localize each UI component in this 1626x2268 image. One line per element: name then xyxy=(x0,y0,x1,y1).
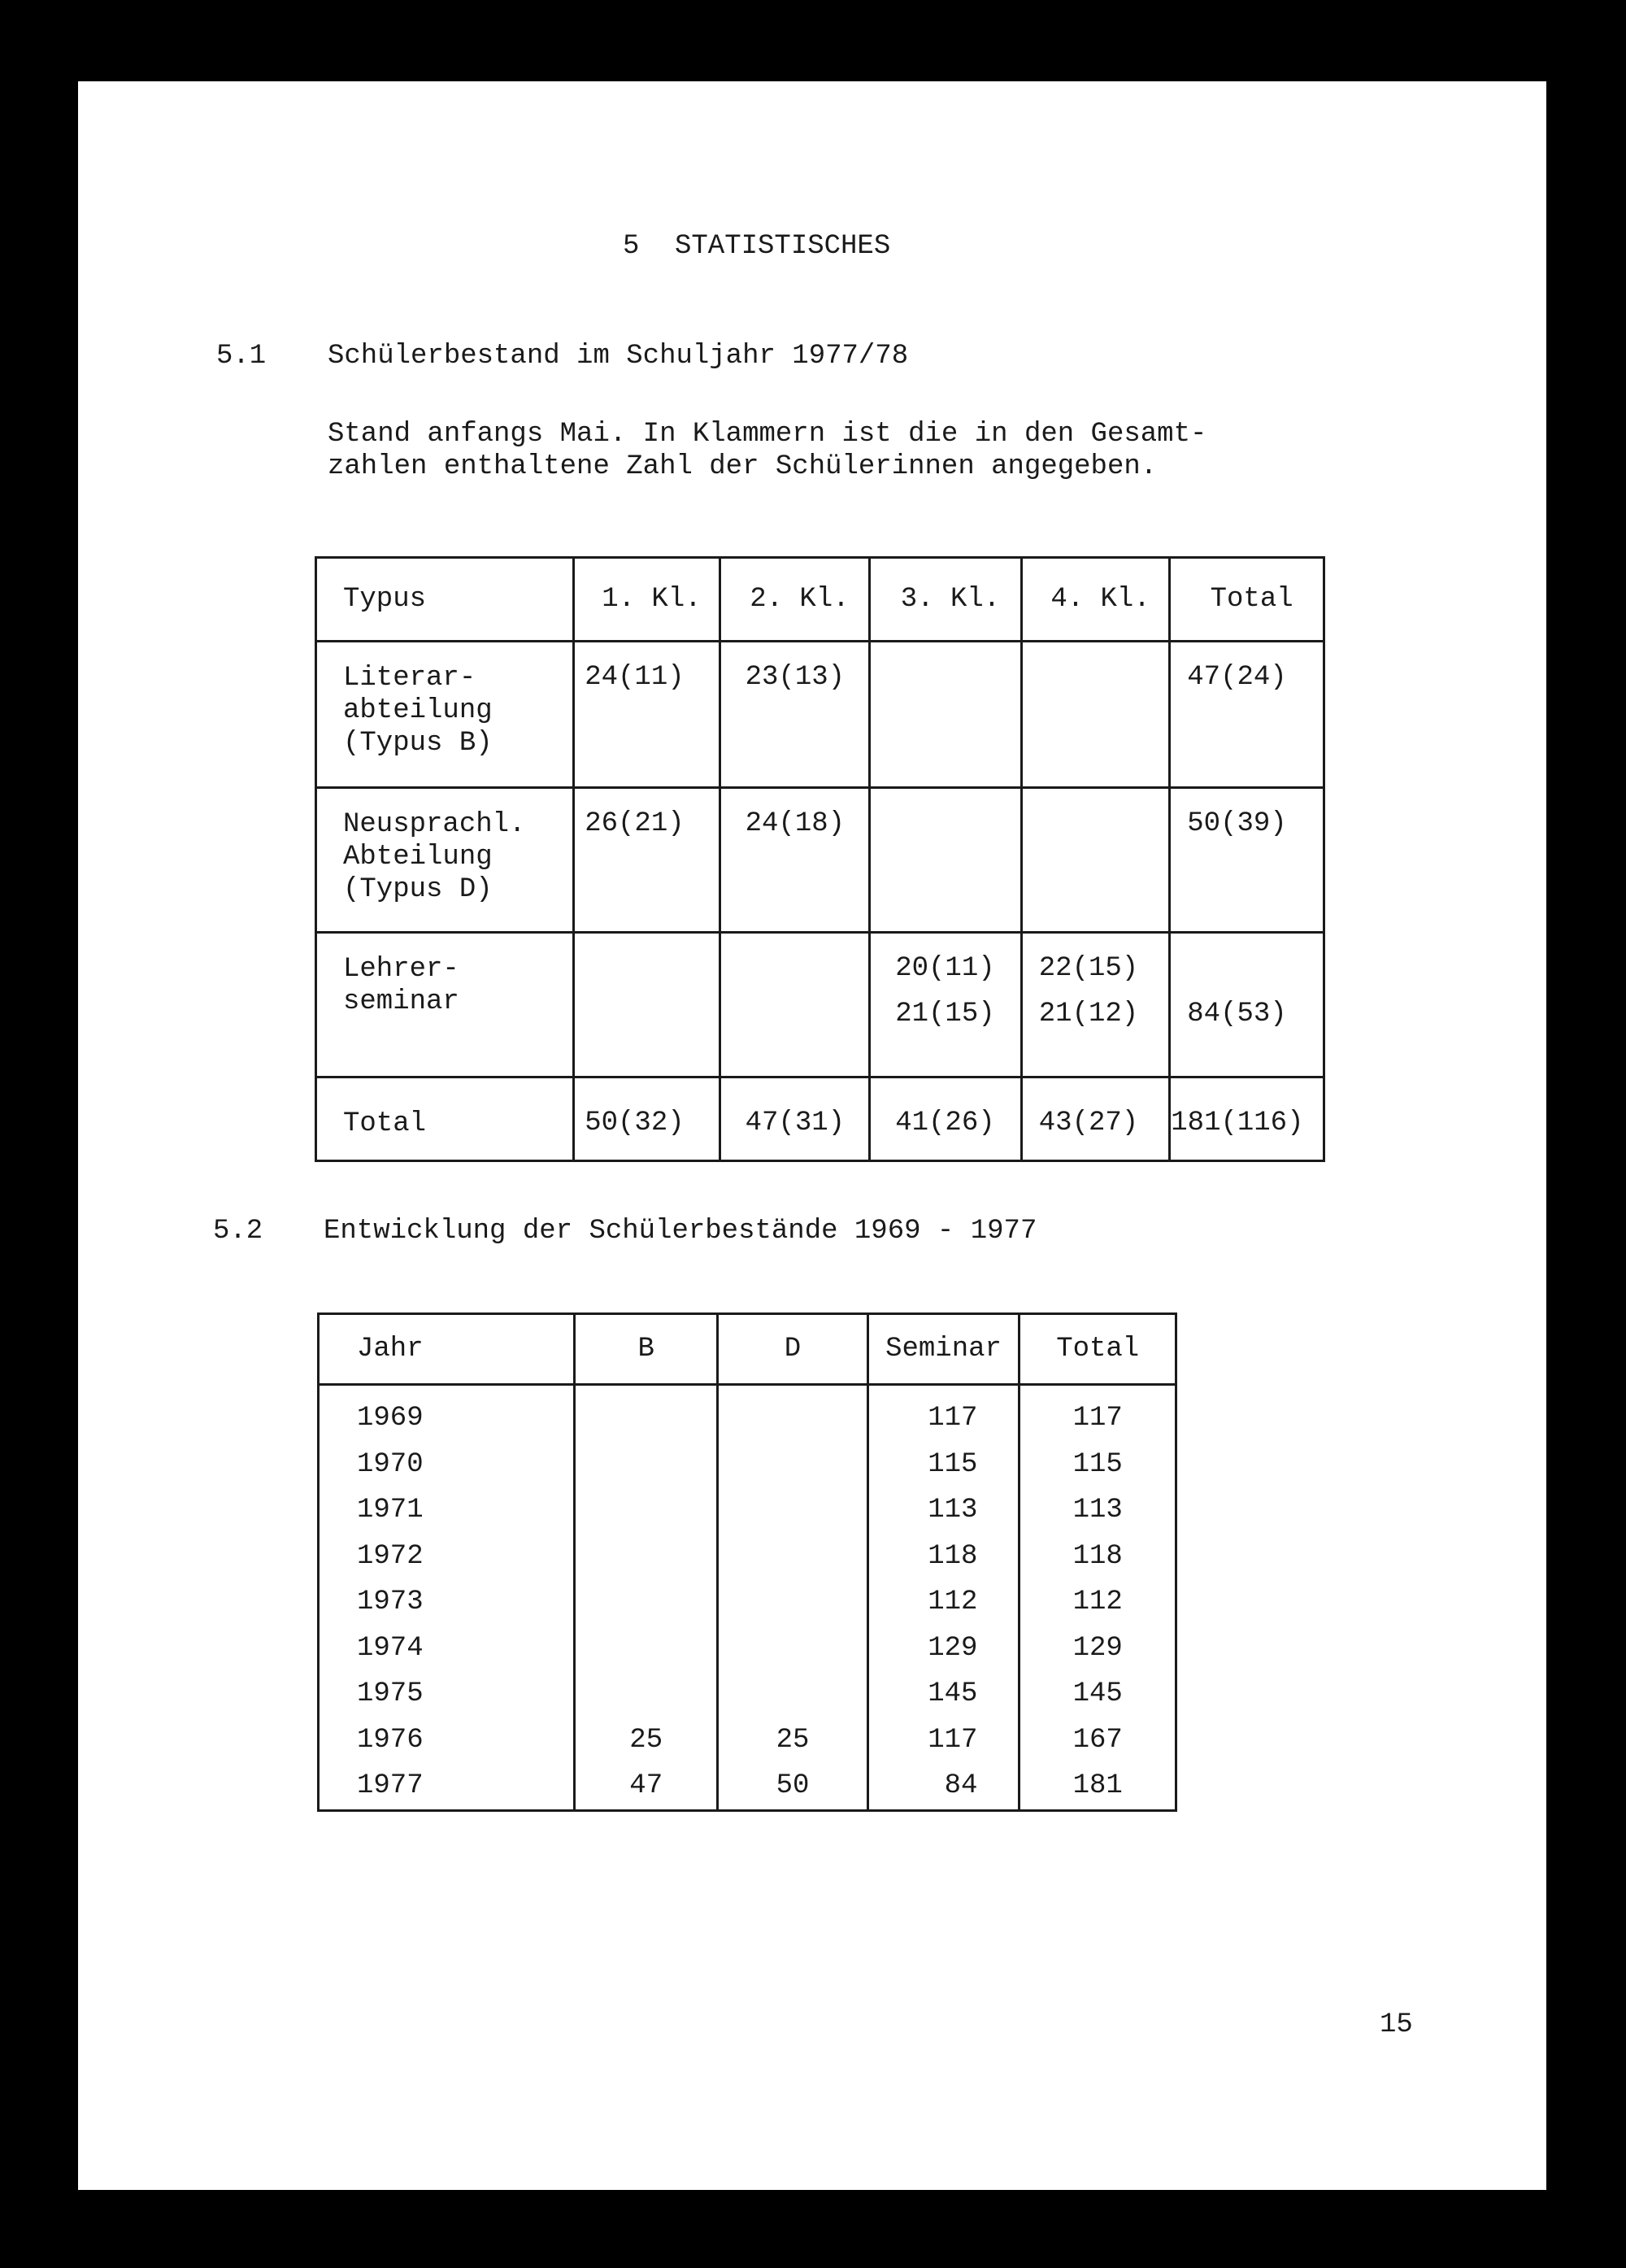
d-cell xyxy=(719,1579,866,1626)
table-row xyxy=(316,788,1324,933)
d-cell xyxy=(719,1487,866,1534)
header-cell: 3. Kl. xyxy=(870,558,1022,642)
table-body xyxy=(319,1385,1176,1811)
header-cell: D xyxy=(718,1314,867,1385)
table-cell xyxy=(720,933,870,1077)
note-line-1: Stand anfangs Mai. In Klammern ist die in den Gesamt- xyxy=(328,419,1207,450)
table-row xyxy=(316,933,1324,1077)
d-cell xyxy=(719,1626,866,1672)
total-cell: 129 xyxy=(1072,1632,1123,1664)
seminar-cell: 117 xyxy=(928,1403,978,1434)
seminar-cell: 84 xyxy=(944,1770,978,1801)
d-column xyxy=(718,1385,867,1811)
seminar-cell: 129 xyxy=(928,1632,978,1664)
table-cell xyxy=(1021,642,1169,788)
d-cell xyxy=(719,1395,866,1442)
year-cell: 1972 xyxy=(357,1540,424,1572)
header-cell: 4. Kl. xyxy=(1021,558,1169,642)
subsection-title-5-1: Schülerbestand im Schuljahr 1977/78 xyxy=(328,341,909,372)
header-cell: Seminar xyxy=(867,1314,1020,1385)
table-header-row xyxy=(316,558,1324,642)
total-cell: 112 xyxy=(1072,1587,1123,1617)
table-cell xyxy=(1021,788,1169,933)
d-cell: 50 xyxy=(776,1770,810,1801)
seminar-cell: 145 xyxy=(928,1678,978,1709)
table-cell: 26(21) xyxy=(574,788,720,933)
seminar-cell: 112 xyxy=(928,1587,978,1617)
b-cell xyxy=(576,1534,716,1580)
d-cell xyxy=(719,1534,866,1580)
b-cell: 47 xyxy=(629,1770,663,1801)
seminar-column xyxy=(867,1385,1020,1811)
total-cell: 145 xyxy=(1072,1678,1123,1709)
table-row xyxy=(316,642,1324,788)
year-cell: 1971 xyxy=(357,1495,424,1526)
year-cell: 1975 xyxy=(357,1678,424,1709)
table-cell xyxy=(870,642,1022,788)
total-cell: 115 xyxy=(1072,1448,1123,1480)
table-total-row xyxy=(316,1077,1324,1161)
b-cell xyxy=(576,1671,716,1717)
d-cell: 25 xyxy=(776,1724,810,1756)
page-number: 15 xyxy=(1380,2009,1413,2040)
table-cell: 47(24) xyxy=(1170,642,1324,788)
subsection-number-5-1: 5.1 xyxy=(216,341,267,372)
year-cell: 1974 xyxy=(357,1632,424,1664)
table-cell: 84(53) xyxy=(1170,933,1324,1077)
table-cell xyxy=(574,933,720,1077)
table-cell: 24(11) xyxy=(574,642,720,788)
year-cell: 1969 xyxy=(357,1403,424,1434)
row-label: Lehrer- seminar xyxy=(316,933,574,1077)
total-cell: 118 xyxy=(1072,1540,1123,1572)
table-cell: 22(15) 21(12) xyxy=(1021,933,1169,1077)
header-cell: Total xyxy=(1020,1314,1176,1385)
table-cell: 50(39) xyxy=(1170,788,1324,933)
section-number: 5 xyxy=(623,231,640,262)
row-label: Total xyxy=(316,1077,574,1161)
b-cell xyxy=(576,1579,716,1626)
table-cell: 23(13) xyxy=(720,642,870,788)
header-cell: 1. Kl. xyxy=(574,558,720,642)
year-cell: 1973 xyxy=(357,1587,424,1617)
total-cell: 113 xyxy=(1072,1495,1123,1526)
b-cell: 25 xyxy=(629,1724,663,1756)
table-cell: 24(18) xyxy=(720,788,870,933)
table-cell: 181(116) xyxy=(1170,1077,1324,1161)
subsection-number-5-2: 5.2 xyxy=(213,1216,263,1247)
seminar-cell: 115 xyxy=(928,1448,978,1480)
year-column xyxy=(319,1385,575,1811)
header-cell: B xyxy=(575,1314,718,1385)
header-cell: Jahr xyxy=(319,1314,575,1385)
seminar-cell: 118 xyxy=(928,1540,978,1572)
header-cell: Total xyxy=(1170,558,1324,642)
table-cell: 50(32) xyxy=(574,1077,720,1161)
d-cell xyxy=(719,1442,866,1488)
table-cell: 43(27) xyxy=(1021,1077,1169,1161)
b-cell xyxy=(576,1487,716,1534)
table-header-row xyxy=(319,1314,1176,1385)
total-cell: 167 xyxy=(1072,1724,1123,1756)
b-cell xyxy=(576,1626,716,1672)
header-cell: 2. Kl. xyxy=(720,558,870,642)
enrollment-development-table xyxy=(317,1312,1177,1812)
total-cell: 117 xyxy=(1072,1403,1123,1434)
row-label: Neusprachl. Abteilung (Typus D) xyxy=(316,788,574,933)
subsection-title-5-2: Entwicklung der Schülerbestände 1969 - 1977 xyxy=(324,1216,1037,1247)
total-cell: 181 xyxy=(1072,1770,1123,1801)
year-cell: 1977 xyxy=(357,1770,424,1801)
b-cell xyxy=(576,1395,716,1442)
header-cell: Typus xyxy=(316,558,574,642)
b-cell xyxy=(576,1442,716,1488)
table-cell: 20(11) 21(15) xyxy=(870,933,1022,1077)
year-cell: 1976 xyxy=(357,1724,424,1756)
seminar-cell: 117 xyxy=(928,1724,978,1756)
d-cell xyxy=(719,1671,866,1717)
seminar-cell: 113 xyxy=(928,1495,978,1526)
total-column xyxy=(1020,1385,1176,1811)
b-column xyxy=(575,1385,718,1811)
table-cell xyxy=(870,788,1022,933)
section-title: STATISTISCHES xyxy=(675,231,891,262)
note-line-2: zahlen enthaltene Zahl der Schülerinnen angegeben. xyxy=(328,451,1158,482)
enrollment-table-1977-78 xyxy=(315,556,1325,1162)
table-cell: 47(31) xyxy=(720,1077,870,1161)
table-cell: 41(26) xyxy=(870,1077,1022,1161)
year-cell: 1970 xyxy=(357,1448,424,1480)
row-label: Literar- abteilung (Typus B) xyxy=(316,642,574,788)
